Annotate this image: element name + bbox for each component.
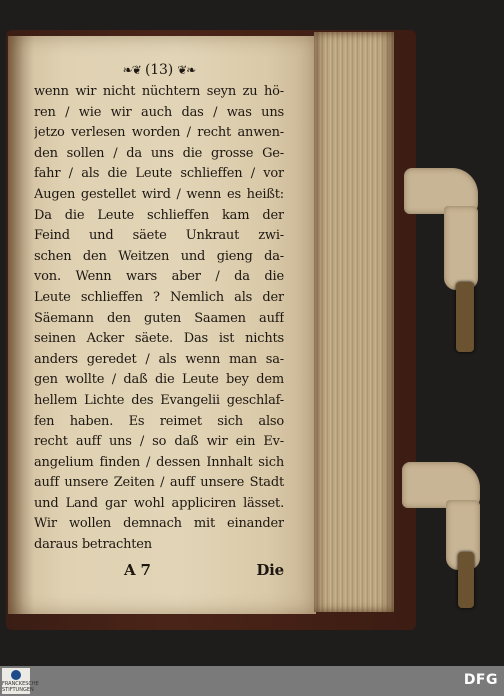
institution-emblem-icon <box>11 670 21 680</box>
institution-logo-text: FRANCKESCHE STIFTUNGEN <box>2 681 39 693</box>
text-line: Wir wollen demnach mit einander <box>34 516 284 532</box>
institution-logo[interactable] <box>2 668 39 694</box>
gutter-shadow <box>8 36 34 614</box>
text-line: anders geredet / als wenn man sa- <box>34 351 284 367</box>
text-line: gen wollte / daß die Leute bey dem <box>34 372 284 388</box>
ornament-right-icon: ❦❧ <box>177 63 196 77</box>
text-line: Augen gestellet wird / wenn es heißt: <box>34 186 284 202</box>
text-line: jetzo verlesen worden / recht anwen- <box>34 125 284 141</box>
text-line: angelium finden / dessen Innhalt sich <box>34 454 284 470</box>
text-line: und Land gar wohl appliciren lässet. <box>34 495 284 511</box>
text-lines <box>34 82 284 556</box>
dfg-logo[interactable]: DFG <box>463 672 498 688</box>
page-footer <box>34 560 284 581</box>
text-line: seinen Acker säete. Das ist nichts <box>34 331 284 347</box>
signature-mark: A 7 <box>124 560 151 579</box>
text-line: recht auff uns / so daß wir ein Ev- <box>34 434 284 450</box>
ornament-left-icon: ❧❦ <box>122 63 141 77</box>
metal-clasp-bottom <box>458 552 474 608</box>
text-line: Leute schlieffen ? Nemlich als der <box>34 289 284 305</box>
page-fore-edge <box>314 32 394 612</box>
text-line: wenn wir nicht nüchtern seyn zu hö- <box>34 84 284 99</box>
text-line: fen haben. Es reimet sich also <box>34 413 284 429</box>
metal-clasp-top <box>456 282 474 352</box>
page-header <box>34 60 284 80</box>
text-line: auff unsere Zeiten / auff unsere Stadt <box>34 475 284 491</box>
page-number: (13) <box>145 62 173 78</box>
clasp-strap-top-end <box>444 206 478 290</box>
text-line: Da die Leute schlieffen kam der <box>34 207 284 223</box>
text-line: Feind und säete Unkraut zwi- <box>34 228 284 244</box>
viewer-bottom-bar <box>0 666 504 696</box>
text-line: ren / wie wir auch das / was uns <box>34 104 284 120</box>
text-line: fahr / als die Leute schlieffen / vor <box>34 166 284 182</box>
text-line: daraus betrachten <box>34 537 152 553</box>
text-line: Säemann den guten Saamen auff <box>34 310 284 326</box>
page-text-block <box>34 60 284 580</box>
text-line: den sollen / da uns die grosse Ge- <box>34 145 284 161</box>
catchword: Die <box>256 560 284 579</box>
text-line: schen den Weitzen und gieng da- <box>34 248 284 264</box>
text-line: hellem Lichte des Evangelii geschlaf- <box>34 392 284 408</box>
text-line: von. Wenn wars aber / da die <box>34 269 284 285</box>
